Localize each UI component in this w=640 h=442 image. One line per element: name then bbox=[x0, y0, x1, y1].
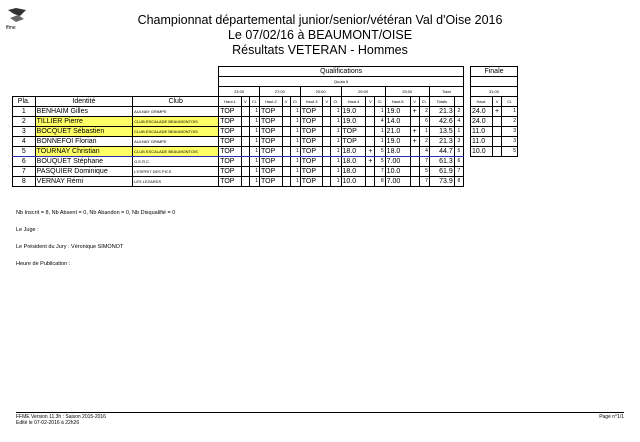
qualif-col-label: V bbox=[241, 97, 249, 107]
president-line: Le Président du Jury : Véronique SIMONOT bbox=[16, 244, 124, 250]
height-cell: TOP bbox=[259, 167, 282, 177]
plus-cell bbox=[323, 117, 331, 127]
rank-route-cell: 1 bbox=[331, 117, 341, 127]
rank-route-cell: 7 bbox=[419, 157, 429, 167]
rank-cell: 7 bbox=[13, 167, 36, 177]
quota-label: Quota 5 bbox=[219, 77, 464, 87]
plus-cell bbox=[323, 127, 331, 137]
plus-cell: + bbox=[410, 127, 419, 137]
rank-cell: 5 bbox=[13, 147, 36, 157]
plus-cell: + bbox=[410, 107, 419, 117]
final-cell bbox=[492, 117, 502, 127]
rank-route-cell: 6 bbox=[419, 117, 429, 127]
height-cell: TOP bbox=[300, 137, 323, 147]
total-cell: 61.3 bbox=[429, 157, 454, 167]
height-cell: 19.0 bbox=[385, 107, 410, 117]
footer-edited: Edité le 07-02-2016 à 22h26 bbox=[16, 420, 80, 426]
final-cell: 10.0 bbox=[471, 147, 493, 157]
rank-route-cell: 5 bbox=[375, 147, 385, 157]
table-row bbox=[13, 157, 464, 167]
final-row bbox=[471, 117, 518, 127]
final-row bbox=[471, 127, 518, 137]
rank-route-cell: 1 bbox=[331, 167, 341, 177]
total-cell: 61.9 bbox=[429, 167, 454, 177]
total-rank-cell: 6 bbox=[454, 157, 463, 167]
height-cell: TOP bbox=[219, 127, 242, 137]
plus-cell: + bbox=[366, 147, 375, 157]
height-cell: TOP bbox=[341, 137, 366, 147]
height-cell: 18.0 bbox=[341, 157, 366, 167]
table-row bbox=[13, 137, 464, 147]
final-time: 31:00 bbox=[471, 87, 518, 97]
height-cell: 7.00 bbox=[385, 177, 410, 187]
name-cell: PASQUIER Dominique bbox=[35, 167, 132, 177]
rank-route-cell: 1 bbox=[375, 137, 385, 147]
rank-route-cell: 4 bbox=[375, 117, 385, 127]
rank-route-cell: 2 bbox=[419, 137, 429, 147]
plus-cell bbox=[282, 177, 290, 187]
plus-cell bbox=[366, 127, 375, 137]
final-row bbox=[471, 107, 518, 117]
qualif-col-label: Cl. bbox=[249, 97, 259, 107]
rank-route-cell: 1 bbox=[249, 137, 259, 147]
total-rank-cell: 7 bbox=[454, 167, 463, 177]
rank-route-cell: 1 bbox=[290, 127, 300, 137]
plus-cell bbox=[241, 147, 249, 157]
total-rank-cell: 8 bbox=[454, 177, 463, 187]
height-cell: 21.0 bbox=[385, 127, 410, 137]
rank-route-cell: 1 bbox=[331, 147, 341, 157]
rank-cell: 8 bbox=[13, 177, 36, 187]
route-time-1: 23:00 bbox=[219, 87, 260, 97]
club-cell: L'ESPRIT DES PICS bbox=[133, 167, 219, 177]
table-row bbox=[13, 117, 464, 127]
total-cell: 21.3 bbox=[429, 107, 454, 117]
final-cell: + bbox=[492, 107, 502, 117]
route-time-2: 27:00 bbox=[259, 87, 300, 97]
height-cell: TOP bbox=[219, 147, 242, 157]
rank-route-cell: 1 bbox=[249, 117, 259, 127]
plus-cell bbox=[410, 157, 419, 167]
height-cell: 19.0 bbox=[385, 137, 410, 147]
counts-line: Nb Inscrit = 8, Nb Absent = 0, Nb Abandon = 0, Nb Disqualifié = 0 bbox=[16, 210, 176, 216]
rank-route-cell: 1 bbox=[290, 157, 300, 167]
rank-route-cell: 5 bbox=[375, 157, 385, 167]
plus-cell bbox=[241, 137, 249, 147]
club-cell: CLUB ESCALADE BEAUMONTOIS bbox=[133, 117, 219, 127]
height-cell: 14.0 bbox=[385, 117, 410, 127]
results-table bbox=[12, 66, 464, 187]
footer-page: Page n°1/1 bbox=[599, 414, 624, 420]
total-rank-cell: 5 bbox=[454, 147, 463, 157]
footer-version: FFME Version 11.3h : Saison 2015-2016 bbox=[16, 414, 106, 420]
name-cell: BOCQUET Sébastien bbox=[35, 127, 132, 137]
plus-cell bbox=[241, 177, 249, 187]
total-rank-cell: 3 bbox=[454, 137, 463, 147]
height-cell: TOP bbox=[300, 177, 323, 187]
club-cell: CLUB ESCALADE BEAUMONTOIS bbox=[133, 127, 219, 137]
plus-cell bbox=[410, 147, 419, 157]
col-pla: Pla. bbox=[13, 97, 36, 107]
plus-cell bbox=[366, 137, 375, 147]
col-identite: Identité bbox=[35, 97, 132, 107]
plus-cell bbox=[323, 177, 331, 187]
route-time-4: 29:00 bbox=[341, 87, 385, 97]
rank-route-cell: 1 bbox=[290, 137, 300, 147]
total-cell: 13.5 bbox=[429, 127, 454, 137]
qualif-col-label: Haut.2 bbox=[259, 97, 282, 107]
rank-route-cell: 7 bbox=[419, 177, 429, 187]
plus-cell bbox=[410, 177, 419, 187]
table-row bbox=[13, 127, 464, 137]
height-cell: 18.0 bbox=[341, 147, 366, 157]
name-cell: BENHAIM Gilles bbox=[35, 107, 132, 117]
final-cell: 24.0 bbox=[471, 117, 493, 127]
height-cell: TOP bbox=[259, 177, 282, 187]
rank-cell: 1 bbox=[13, 107, 36, 117]
height-cell: TOP bbox=[300, 147, 323, 157]
qualifications-header: Qualifications bbox=[219, 67, 464, 77]
qualif-col-label: Haut.1 bbox=[219, 97, 242, 107]
event-date: Le 07/02/16 à BEAUMONT/OISE bbox=[227, 28, 413, 42]
final-cell: 3 bbox=[502, 137, 518, 147]
club-cell: G.E.R.C. bbox=[133, 157, 219, 167]
rank-route-cell: 1 bbox=[375, 107, 385, 117]
final-header: Finale bbox=[471, 67, 518, 77]
rank-route-cell: 1 bbox=[249, 147, 259, 157]
plus-cell bbox=[323, 147, 331, 157]
final-cell: 3 bbox=[502, 127, 518, 137]
qualif-col-label: Cl. bbox=[290, 97, 300, 107]
height-cell: 19.0 bbox=[341, 107, 366, 117]
plus-cell bbox=[241, 117, 249, 127]
plus-cell: + bbox=[366, 157, 375, 167]
total-label: Total bbox=[429, 87, 463, 97]
height-cell: TOP bbox=[259, 137, 282, 147]
plus-cell bbox=[282, 157, 290, 167]
height-cell: TOP bbox=[219, 137, 242, 147]
route-time-5: 25:00 bbox=[385, 87, 429, 97]
col-club: Club bbox=[133, 97, 219, 107]
final-cell: 11.0 bbox=[471, 127, 493, 137]
height-cell: TOP bbox=[259, 157, 282, 167]
final-col-label: V bbox=[492, 97, 502, 107]
rank-route-cell: 1 bbox=[331, 177, 341, 187]
rank-route-cell: 1 bbox=[331, 127, 341, 137]
final-col-label: Haut. bbox=[471, 97, 493, 107]
page-title: Championnat départemental junior/senior/vétéran Val d'Oise 2016 bbox=[137, 13, 503, 27]
rank-route-cell: 1 bbox=[331, 157, 341, 167]
qualif-col-label: Cl. bbox=[419, 97, 429, 107]
qualif-col-label: V bbox=[323, 97, 331, 107]
plus-cell bbox=[410, 167, 419, 177]
rank-route-cell: 1 bbox=[249, 107, 259, 117]
height-cell: TOP bbox=[259, 127, 282, 137]
plus-cell bbox=[282, 107, 290, 117]
rank-route-cell: 1 bbox=[331, 137, 341, 147]
final-row bbox=[471, 137, 518, 147]
rank-route-cell: 4 bbox=[419, 147, 429, 157]
height-cell: TOP bbox=[300, 167, 323, 177]
name-cell: TILLIER Pierre bbox=[35, 117, 132, 127]
judge-line: Le Juge : bbox=[16, 227, 39, 233]
table-row bbox=[13, 167, 464, 177]
final-cell: 11.0 bbox=[471, 137, 493, 147]
results-category: Résultats VETERAN - Hommes bbox=[232, 43, 408, 57]
rank-route-cell: 1 bbox=[290, 147, 300, 157]
plus-cell bbox=[241, 107, 249, 117]
rank-route-cell: 1 bbox=[249, 127, 259, 137]
final-cell: 2 bbox=[502, 117, 518, 127]
rank-route-cell: 1 bbox=[375, 127, 385, 137]
total-cell: 44.7 bbox=[429, 147, 454, 157]
plus-cell bbox=[323, 167, 331, 177]
plus-cell bbox=[366, 177, 375, 187]
height-cell: TOP bbox=[259, 107, 282, 117]
plus-cell bbox=[410, 117, 419, 127]
rank-route-cell: 1 bbox=[249, 157, 259, 167]
height-cell: 10.0 bbox=[341, 177, 366, 187]
rank-route-cell: 1 bbox=[419, 127, 429, 137]
final-table bbox=[470, 66, 518, 157]
plus-cell: + bbox=[410, 137, 419, 147]
qualif-col-label bbox=[454, 97, 463, 107]
club-cell: CLUB ESCALADE BEAUMONTOIS bbox=[133, 147, 219, 157]
qualif-col-label: Haut.5 bbox=[385, 97, 410, 107]
rank-route-cell: 1 bbox=[249, 177, 259, 187]
name-cell: BOUQUET Stéphane bbox=[35, 157, 132, 167]
final-row bbox=[471, 147, 518, 157]
final-cell bbox=[492, 147, 502, 157]
height-cell: TOP bbox=[219, 117, 242, 127]
name-cell: TOURNAY Christian bbox=[35, 147, 132, 157]
plus-cell bbox=[241, 157, 249, 167]
club-cell: AULNAY GRIMPE bbox=[133, 137, 219, 147]
rank-cell: 3 bbox=[13, 127, 36, 137]
plus-cell bbox=[241, 127, 249, 137]
final-cell: 5 bbox=[502, 147, 518, 157]
height-cell: TOP bbox=[300, 107, 323, 117]
qualif-col-label: V bbox=[282, 97, 290, 107]
rank-cell: 4 bbox=[13, 137, 36, 147]
rank-route-cell: 1 bbox=[290, 177, 300, 187]
final-cell: 1 bbox=[502, 107, 518, 117]
height-cell: TOP bbox=[300, 117, 323, 127]
table-row bbox=[13, 147, 464, 157]
qualif-col-label: Haut.4 bbox=[341, 97, 366, 107]
height-cell: 7.00 bbox=[385, 157, 410, 167]
final-cell bbox=[492, 127, 502, 137]
plus-cell bbox=[323, 107, 331, 117]
rank-route-cell: 2 bbox=[419, 107, 429, 117]
qualif-col-label: Cl. bbox=[331, 97, 341, 107]
total-rank-cell: 4 bbox=[454, 117, 463, 127]
rank-route-cell: 7 bbox=[375, 167, 385, 177]
table-row bbox=[13, 107, 464, 117]
footer-divider bbox=[16, 412, 624, 413]
route-time-3: 20:00 bbox=[300, 87, 341, 97]
publication-line: Heure de Publication : bbox=[16, 261, 71, 267]
height-cell: TOP bbox=[259, 117, 282, 127]
plus-cell bbox=[282, 147, 290, 157]
height-cell: TOP bbox=[219, 167, 242, 177]
rank-route-cell: 1 bbox=[290, 107, 300, 117]
name-cell: VERNAY Rémi bbox=[35, 177, 132, 187]
total-cell: 73.9 bbox=[429, 177, 454, 187]
rank-route-cell: 1 bbox=[290, 167, 300, 177]
plus-cell bbox=[282, 137, 290, 147]
total-rank-cell: 1 bbox=[454, 127, 463, 137]
qualif-col-label: V bbox=[410, 97, 419, 107]
name-cell: BONNEFOI Florian bbox=[35, 137, 132, 147]
total-rank-cell: 2 bbox=[454, 107, 463, 117]
qualif-col-label: Totals bbox=[429, 97, 454, 107]
plus-cell bbox=[282, 167, 290, 177]
height-cell: TOP bbox=[219, 157, 242, 167]
plus-cell bbox=[323, 137, 331, 147]
plus-cell bbox=[241, 167, 249, 177]
club-cell: LES LEZARDS bbox=[133, 177, 219, 187]
rank-route-cell: 1 bbox=[331, 107, 341, 117]
height-cell: TOP bbox=[219, 177, 242, 187]
rank-route-cell: 1 bbox=[290, 117, 300, 127]
rank-route-cell: 1 bbox=[249, 167, 259, 177]
height-cell: 18.0 bbox=[341, 167, 366, 177]
height-cell: 18.0 bbox=[385, 147, 410, 157]
rank-route-cell: 8 bbox=[375, 177, 385, 187]
height-cell: 10.0 bbox=[385, 167, 410, 177]
height-cell: 19.0 bbox=[341, 117, 366, 127]
height-cell: TOP bbox=[219, 107, 242, 117]
final-col-label: Cl. bbox=[502, 97, 518, 107]
plus-cell bbox=[323, 157, 331, 167]
height-cell: TOP bbox=[300, 127, 323, 137]
height-cell: TOP bbox=[341, 127, 366, 137]
table-row bbox=[13, 177, 464, 187]
rank-cell: 6 bbox=[13, 157, 36, 167]
plus-cell bbox=[366, 107, 375, 117]
plus-cell bbox=[282, 117, 290, 127]
plus-cell bbox=[366, 117, 375, 127]
rank-cell: 2 bbox=[13, 117, 36, 127]
qualif-col-label: Cl. bbox=[375, 97, 385, 107]
total-cell: 21.3 bbox=[429, 137, 454, 147]
club-cell: AULNAY GRIMPE bbox=[133, 107, 219, 117]
final-cell bbox=[492, 137, 502, 147]
total-cell: 42.6 bbox=[429, 117, 454, 127]
qualif-col-label: Haut.3 bbox=[300, 97, 323, 107]
qualif-col-label: V bbox=[366, 97, 375, 107]
final-cell: 24.0 bbox=[471, 107, 493, 117]
rank-route-cell: 5 bbox=[419, 167, 429, 177]
logo-text: ffme bbox=[6, 25, 16, 31]
plus-cell bbox=[282, 127, 290, 137]
height-cell: TOP bbox=[300, 157, 323, 167]
height-cell: TOP bbox=[259, 147, 282, 157]
plus-cell bbox=[366, 167, 375, 177]
